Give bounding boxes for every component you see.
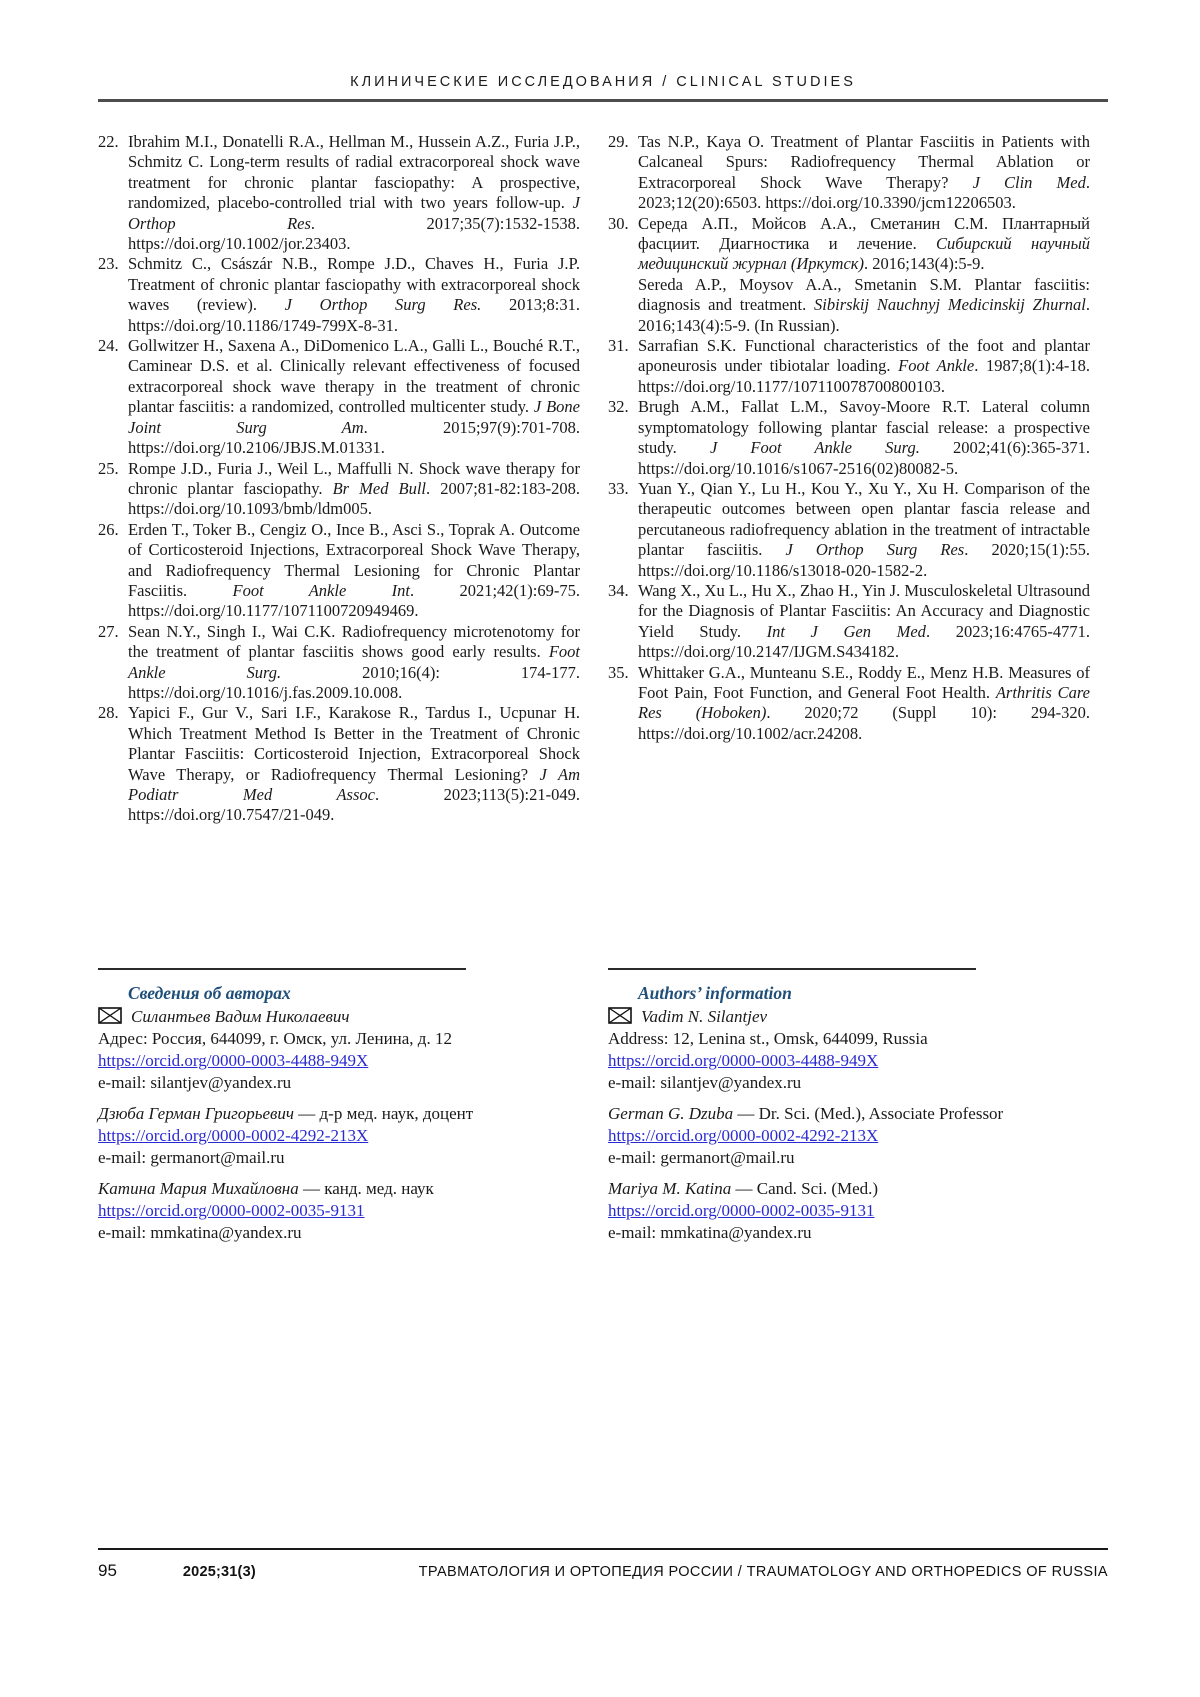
reference-number: 31.	[608, 336, 629, 356]
reference-number: 30.	[608, 213, 629, 233]
reference-item	[98, 703, 580, 825]
author-email-line: e-mail: germanort@mail.ru	[98, 1148, 285, 1167]
reference-number: 28.	[98, 703, 119, 723]
author-degree: — канд. мед. наук	[298, 1179, 434, 1198]
author-orcid-line	[608, 1200, 1090, 1222]
reference-item	[98, 254, 580, 336]
footer-rule	[98, 1548, 1108, 1550]
reference-number: 33.	[608, 478, 629, 498]
reference-text: Gollwitzer H., Saxena A., DiDomenico L.A., Galli L., Bouché R.T., Caminear D.S. et al. Clinically relevant effectiveness of focused extracorporeal shock wave therapy in the treatment of chronic plantar fasciitis: a randomized, controlled multicenter study. J Bone Joint Surg Am. 2015;97(9):701-708. https://doi.org/10.2106/JBJS.M.01331.	[128, 336, 581, 458]
reference-text: Середа А.П., Мойсов А.А., Сметанин С.М. Плантарный фасциит. Диагностика и лечение. Сибирский научный медицинский журнал (Иркутск). 2016;143(4):5-9.	[638, 213, 1090, 274]
envelope-icon	[608, 1007, 632, 1024]
reference-text: Ibrahim M.I., Donatelli R.A., Hellman M., Hussein A.Z., Furia J.P., Schmitz C. Long-term results of radial extracorporeal shock wave treatment for chronic plantar fasciopathy: A prospective, randomized, placebo-controlled trial with two years follow-up. J Orthop Res. 2017;35(7):1532-1538. https://doi.org/10.1002/jor.23403.	[128, 132, 580, 254]
author-address-line: Address: 12, Lenina st., Omsk, 644099, Russia	[608, 1029, 928, 1048]
author-entry	[608, 1006, 1090, 1094]
reference-text: Sereda A.P., Moysov A.A., Smetanin S.M. Plantar fasciitis: diagnosis and treatment. Sibirskij Nauchnyj Medicinskij Zhurnal. 2016;143(4):5-9. (In Russian).	[638, 274, 1090, 335]
reference-item	[608, 336, 1090, 397]
author-name-line	[98, 1178, 580, 1200]
reference-number: 22.	[98, 132, 119, 151]
authors-section	[98, 968, 1108, 1244]
references-section	[98, 132, 1108, 968]
authors-heading-en: Authors’ information	[638, 983, 792, 1003]
reference-text: Erden T., Toker B., Cengiz O., Ince B., Asci S., Toprak A. Outcome of Corticosteroid Injections, Extracorporeal Shock Wave Therapy, and Radiofrequency Thermal Lesioning for Chronic Plantar Fasciitis. Foot Ankle Int. 2021;42(1):69-75. https://doi.org/10.1177/1071100720949469.	[128, 519, 580, 621]
orcid-link[interactable]: https://orcid.org/0000-0002-0035-9131	[98, 1201, 365, 1220]
running-title: КЛИНИЧЕСКИЕ ИССЛЕДОВАНИЯ / CLINICAL STUDIES	[350, 74, 856, 90]
author-name-line	[98, 1103, 580, 1125]
authors-rule	[98, 968, 466, 970]
journal-title: ТРАВМАТОЛОГИЯ И ОРТОПЕДИЯ РОССИИ / TRAUMATOLOGY AND ORTHOPEDICS OF RUSSIA	[418, 1564, 1108, 1580]
reference-text: Tas N.P., Kaya O. Treatment of Plantar Fasciitis in Patients with Calcaneal Spurs: Radiofrequency Thermal Ablation or Extracorporeal Shock Wave Therapy? J Clin Med. 2023;12(20):6503. https://doi.org/10.3390/jcm12206503.	[638, 132, 1090, 213]
reference-item	[98, 459, 580, 520]
orcid-link[interactable]: https://orcid.org/0000-0002-4292-213X	[98, 1126, 369, 1145]
author-entry	[98, 1103, 580, 1169]
reference-text: Yuan Y., Qian Y., Lu H., Kou Y., Xu Y., Xu H. Comparison of the therapeutic outcomes between open plantar fascia release and percutaneous radiofrequency ablation in the treatment of intractable plantar fasciitis. J Orthop Surg Res. 2020;15(1):55. https://doi.org/10.1186/s13018-020-1582-2.	[638, 478, 1090, 580]
author-degree: — Cand. Sci. (Med.)	[731, 1179, 879, 1198]
journal-header	[98, 0, 1108, 102]
reference-number: 29.	[608, 132, 629, 151]
reference-text: Rompe J.D., Furia J., Weil L., Maffulli N. Shock wave therapy for chronic plantar fasciopathy. Br Med Bull. 2007;81-82:183-208. https://doi.org/10.1093/bmb/ldm005.	[128, 458, 580, 519]
authors-rule	[608, 968, 976, 970]
orcid-link[interactable]: https://orcid.org/0000-0003-4488-949X	[98, 1051, 369, 1070]
reference-number: 25.	[98, 458, 119, 478]
author-entry	[98, 1006, 580, 1094]
reference-item	[608, 214, 1090, 336]
reference-text: Wang X., Xu L., Hu X., Zhao H., Yin J. Musculoskeletal Ultrasound for the Diagnosis of Plantar Fasciitis: An Accuracy and Diagnostic Yield Study. Int J Gen Med. 2023;16:4765-4771. https://doi.org/10.2147/IJGM.S434182.	[638, 580, 1090, 662]
author-name: Силантьев Вадим Николаевич	[131, 1007, 350, 1026]
author-name: Vadim N. Silantjev	[641, 1007, 768, 1026]
author-email-line: e-mail: germanort@mail.ru	[608, 1148, 795, 1167]
reference-text: Yapici F., Gur V., Sari I.F., Karakose R., Tardus I., Ucpunar H. Which Treatment Method Is Better in the Treatment of Chronic Plantar Fasciitis: Corticosteroid Injection, Extracorporeal Shock Wave Therapy, or Radiofrequency Thermal Lesioning? J Am Podiatr Med Assoc. 2023;113(5):21-049. https://doi.org/10.7547/21-049.	[128, 703, 580, 825]
page	[98, 0, 1108, 1244]
reference-text: Sean N.Y., Singh I., Wai C.K. Radiofrequency microtenotomy for the treatment of plantar fasciitis shows good early results. Foot Ankle Surg. 2010;16(4): 174-177. https://doi.org/10.1016/j.fas.2009.10.008.	[128, 621, 580, 702]
author-name-line	[608, 1103, 1090, 1125]
author-name: Катина Мария Михайловна	[98, 1179, 299, 1198]
author-orcid-line	[608, 1125, 1090, 1147]
references-column-left	[98, 132, 580, 826]
author-name: Дзюба Герман Григорьевич	[98, 1104, 295, 1123]
reference-item	[608, 397, 1090, 479]
author-name: German G. Dzuba	[608, 1104, 734, 1123]
issue-info: 2025;31(3)	[182, 1564, 256, 1580]
reference-item	[98, 622, 580, 704]
author-entry	[608, 1178, 1090, 1244]
page-footer	[98, 1548, 1108, 1581]
reference-item	[98, 132, 580, 254]
reference-number: 32.	[608, 397, 629, 417]
reference-number: 27.	[98, 621, 119, 641]
orcid-link[interactable]: https://orcid.org/0000-0002-0035-9131	[608, 1201, 875, 1220]
reference-number: 24.	[98, 336, 119, 356]
reference-text: Sarrafian S.K. Functional characteristics of the foot and plantar aponeurosis under tibiotalar loading. Foot Ankle. 1987;8(1):4-18. https://doi.org/10.1177/107110078700800103.	[638, 336, 1090, 396]
reference-text: Whittaker G.A., Munteanu S.E., Roddy E., Menz H.B. Measures of Foot Pain, Foot Function, and General Foot Health. Arthritis Care Res (Hoboken). 2020;72 (Suppl 10): 294-320. https://doi.org/10.1002/acr.24208.	[638, 662, 1090, 743]
header-rule	[98, 99, 1108, 102]
author-degree: — д-р мед. наук, доцент	[294, 1104, 474, 1123]
author-degree: — Dr. Sci. (Med.), Associate Professor	[733, 1104, 1004, 1123]
author-entry	[608, 1103, 1090, 1169]
reference-item	[608, 581, 1090, 663]
orcid-link[interactable]: https://orcid.org/0000-0003-4488-949X	[608, 1051, 879, 1070]
authors-column-ru	[98, 968, 580, 1244]
author-email-line: e-mail: silantjev@yandex.ru	[98, 1073, 292, 1092]
reference-text: Brugh A.M., Fallat L.M., Savoy-Moore R.T. Lateral column symptomatology following plantar fascial release: a prospective study. J Foot Ankle Surg. 2002;41(6):365-371. https://doi.org/10.1016/s1067-2516(02)80082-5.	[638, 397, 1090, 478]
reference-text: Schmitz C., Császár N.B., Rompe J.D., Chaves H., Furia J.P. Treatment of chronic plantar fasciopathy with extracorporeal shock waves (review). J Orthop Surg Res. 2013;8:31. https://doi.org/10.1186/1749-799X-8-31.	[128, 254, 580, 335]
author-name-line	[608, 1178, 1090, 1200]
envelope-icon	[98, 1007, 122, 1024]
author-address-line: Адрес: Россия, 644099, г. Омск, ул. Ленина, д. 12	[98, 1029, 452, 1048]
reference-number: 35.	[608, 662, 629, 682]
author-orcid-line	[98, 1200, 580, 1222]
authors-list-ru	[98, 1006, 580, 1244]
author-name-line	[608, 1006, 1090, 1028]
reference-item	[98, 336, 580, 458]
footer-row	[98, 1561, 1108, 1581]
author-name: Mariya M. Katina	[608, 1179, 732, 1198]
author-email-line: e-mail: mmkatina@yandex.ru	[608, 1223, 812, 1242]
author-email-line: e-mail: silantjev@yandex.ru	[608, 1073, 802, 1092]
reference-item	[608, 132, 1090, 214]
authors-column-en	[608, 968, 1090, 1244]
author-orcid-line	[608, 1050, 1090, 1072]
authors-heading-ru: Сведения об авторах	[128, 983, 291, 1003]
reference-item	[608, 663, 1090, 745]
reference-item	[98, 520, 580, 622]
reference-number: 34.	[608, 580, 629, 600]
author-name-line	[98, 1006, 580, 1028]
reference-item	[608, 479, 1090, 581]
page-number: 95	[98, 1561, 117, 1580]
author-email-line: e-mail: mmkatina@yandex.ru	[98, 1223, 302, 1242]
authors-list-en	[608, 1006, 1090, 1244]
author-orcid-line	[98, 1125, 580, 1147]
reference-number: 23.	[98, 254, 119, 274]
orcid-link[interactable]: https://orcid.org/0000-0002-4292-213X	[608, 1126, 879, 1145]
author-entry	[98, 1178, 580, 1244]
reference-number: 26.	[98, 519, 119, 539]
references-column-right	[608, 132, 1090, 744]
author-orcid-line	[98, 1050, 580, 1072]
